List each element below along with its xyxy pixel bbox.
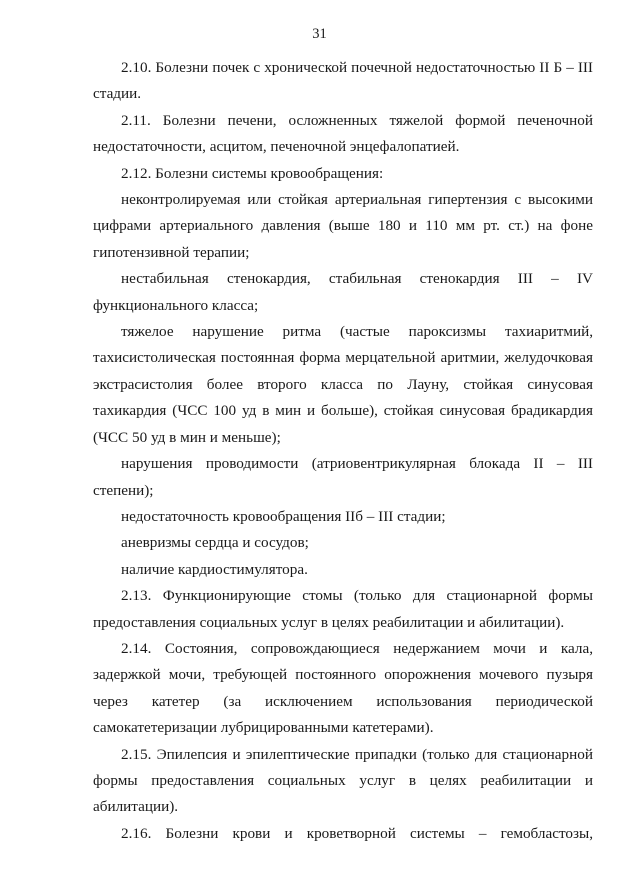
list-item-conduction: нарушения проводимости (атриовентрикулярная блокада II – III степени); — [93, 455, 593, 499]
list-item-aneurysms: аневризмы сердца и сосудов; — [121, 534, 309, 552]
list-item-circulatory-failure: недостаточность кровообращения IIб – III стадии; — [121, 507, 446, 525]
list-item-arrhythmia: тяжелое нарушение ритма (частые пароксизмы тахиаритмий, тахисистолическая постоянная форма мерцательной аритмии, желудочковая экстрасистолия более второго класса по Лауну, стойкая синусовая тахикардия (ЧСС 100 уд в мин и больше), стойкая синусовая брадикардия (ЧСС 50 уд в мин и меньше); — [93, 323, 593, 446]
paragraph-2-15: 2.15. Эпилепсия и эпилептические припадки (только для стационарной формы предоставления социальных услуг в целях реабилитации и абилитации). — [93, 745, 593, 816]
list-item-angina: нестабильная стенокардия, стабильная стенокардия III – IV функционального класса; — [93, 270, 593, 314]
list-item-pacemaker: наличие кардиостимулятора. — [121, 560, 308, 578]
paragraph-2-13: 2.13. Функционирующие стомы (только для стационарной формы предоставления социальных услуг в целях реабилитации и абилитации). — [93, 587, 593, 631]
paragraph-2-16: 2.16. Болезни крови и кроветворной системы – гемобластозы, — [121, 824, 593, 842]
page-number: 31 — [312, 26, 327, 42]
paragraph-2-12-heading: 2.12. Болезни системы кровообращения: — [121, 164, 384, 182]
document-body — [93, 55, 593, 847]
list-item-hypertension: неконтролируемая или стойкая артериальная гипертензия с высокими цифрами артериального давления (выше 180 и 110 мм рт. ст.) на фоне гипотензивной терапии; — [93, 191, 593, 261]
paragraph-2-14: 2.14. Состояния, сопровождающиеся недержанием мочи и кала, задержкой мочи, требующей постоянного опорожнения мочевого пузыря через катетер (за исключением использования периодической самокатетеризации лубрицированными катетерами). — [93, 639, 593, 737]
paragraph-2-11: 2.11. Болезни печени, осложненных тяжелой формой печеночной недостаточности, асцитом, печеночной энцефалопатией. — [93, 111, 593, 156]
paragraph-2-10: 2.10. Болезни почек с хронической почечной недостаточностью II Б – III стадии. — [93, 59, 593, 103]
